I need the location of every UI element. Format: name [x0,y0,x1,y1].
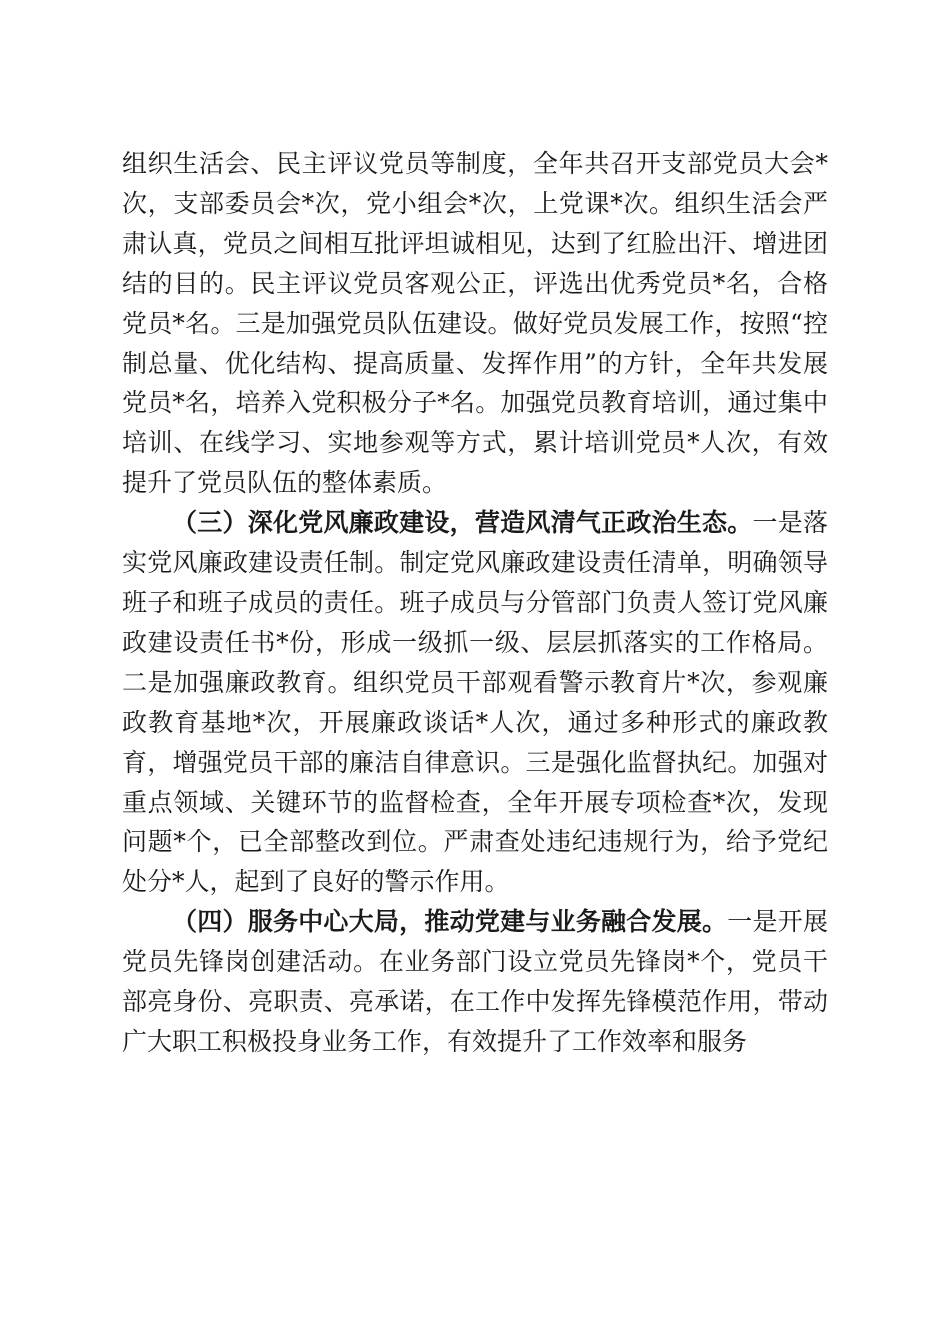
paragraph-body: 组织生活会、民主评议党员等制度，全年共召开支部党员大会*次，支部委员会*次，党小组会*次，上党课*次。组织生活会严肃认真，党员之间相互批评坦诚相见，达到了红脸出汗、增进团结的目的。民主评议党员客观公正，评选出优秀党员*名，合格党员*名。三是加强党员队伍建设。做好党员发展工作，按照“控制总量、优化结构、提高质量、发挥作用”的方针，全年共发展党员*名，培养入党积极分子*名。加强党员教育培训，通过集中培训、在线学习、实地参观等方式，累计培训党员*人次，有效提升了党员队伍的整体素质。 [122,149,828,498]
paragraph-body: 一是开展党员先锋岗创建活动。在业务部门设立党员先锋岗*个，党员干部亮身份、亮职责、亮承诺，在工作中发挥先锋模范作用，带动广大职工积极投身业务工作，有效提升了工作效率和服务 [122,907,828,1056]
paragraph-section-3 [122,503,828,902]
section-heading: （三）深化党风廉政建设，营造风清气正政治生态。 [172,508,753,538]
document-body [122,144,828,1062]
paragraph-body: 一是落实党风廉政建设责任制。制定党风廉政建设责任清单，明确领导班子和班子成员的责任。班子成员与分管部门负责人签订党风廉政建设责任书*份，形成一级抓一级、层层抓落实的工作格局。二是加强廉政教育。组织党员干部观看警示教育片*次，参观廉政教育基地*次，开展廉政谈话*人次，通过多种形式的廉政教育，增强党员干部的廉洁自律意识。三是强化监督执纪。加强对重点领域、关键环节的监督检查，全年开展专项检查*次，发现问题*个，已全部整改到位。严肃查处违纪违规行为，给予党纪处分*人，起到了良好的警示作用。 [122,508,828,897]
section-heading: （四）服务中心大局，推动党建与业务融合发展。 [172,907,728,937]
paragraph-section-4 [122,902,828,1062]
paragraph-continued [122,144,828,503]
